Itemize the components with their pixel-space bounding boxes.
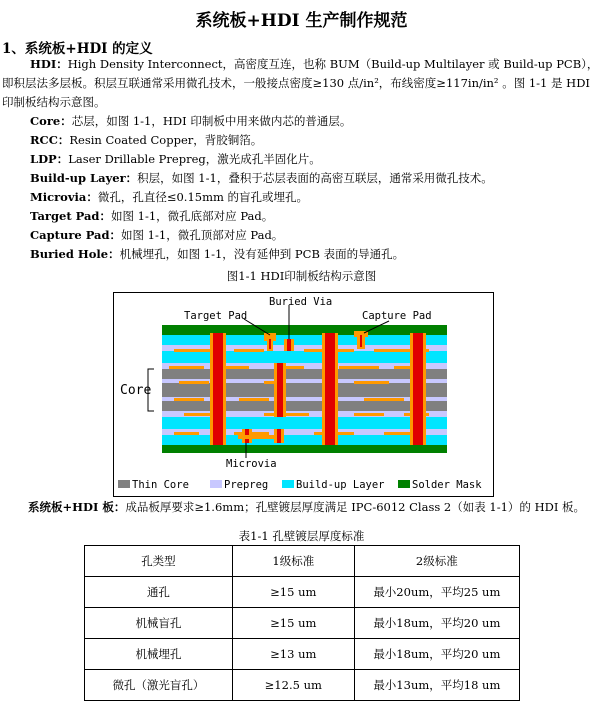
buildup-layer-bottom-1	[162, 435, 447, 445]
buried-via	[277, 363, 283, 417]
definition-buildup	[30, 170, 493, 186]
target-pad-label: Target Pad	[184, 310, 248, 322]
plating-thickness-table	[84, 545, 520, 701]
solder-mask-bottom	[162, 445, 447, 453]
table-cell: 通孔	[85, 577, 233, 608]
definition-term: LDP：	[30, 152, 69, 166]
buildup-layer-bottom-2	[162, 417, 447, 429]
thin-core-1	[162, 369, 447, 379]
board-note-text: 成品板厚要求≥1.6mm；孔壁镀层厚度满足 IPC-6012 Class 2（如表 1-1）的 HDI 板。	[125, 500, 586, 514]
legend-prepreg: Prepreg	[224, 479, 269, 491]
buried-via-label: Buried Via	[269, 296, 333, 308]
definition-text: Laser Drillable Prepreg，激光成孔半固化片。	[68, 152, 321, 166]
microvia-bottom-trace	[238, 435, 278, 439]
table-caption: 表1-1 孔壁镀层厚度标准	[238, 529, 365, 543]
legend-swatch-prepreg	[210, 480, 222, 488]
board-note	[28, 499, 585, 515]
capture-pad-label: Capture Pad	[362, 310, 432, 322]
table-cell: 最小20um，平均25 um	[354, 577, 519, 608]
definition-term: Capture Pad：	[30, 228, 122, 242]
solder-mask-top	[162, 325, 447, 335]
definition-rcc	[30, 132, 262, 148]
definition-text: 微孔，孔直径≤0.15mm 的盲孔或埋孔。	[97, 190, 309, 204]
hdi-paragraph	[2, 55, 600, 112]
board-note-term: 系统板+HDI 板：	[28, 500, 126, 514]
buildup-layer-top-2	[162, 351, 447, 363]
hdi-structure-figure	[113, 292, 494, 497]
definition-ldp	[30, 151, 321, 167]
legend-thin-core: Thin Core	[132, 479, 189, 491]
definition-term: Microvia：	[30, 190, 98, 204]
through-via-center	[325, 333, 335, 445]
definition-term: RCC：	[30, 133, 70, 147]
table-header-cell: 2级标准	[354, 546, 519, 577]
table-cell: ≥13 um	[232, 639, 354, 670]
table-cell: ≥15 um	[232, 608, 354, 639]
through-via-right	[413, 333, 423, 445]
table-cell: 最小18um，平均20 um	[354, 608, 519, 639]
prepreg-core-2	[162, 397, 447, 401]
definition-term: Build-up Layer：	[30, 171, 138, 185]
table-header-cell: 孔类型	[85, 546, 233, 577]
table-cell: 最小18um，平均20 um	[354, 639, 519, 670]
definition-core	[30, 113, 351, 129]
section-heading: 1、系统板+HDI 的定义	[2, 41, 153, 57]
figure-caption: 图1-1 HDI印制板结构示意图	[226, 269, 377, 283]
legend-swatch-solder-mask	[398, 480, 410, 488]
definition-text: 如图 1-1，微孔顶部对应 Pad。	[121, 228, 284, 242]
hdi-term: HDI：	[30, 57, 68, 71]
definition-term: Core：	[30, 114, 72, 128]
legend-swatch-thin-core	[118, 480, 130, 488]
table-row	[85, 639, 520, 670]
hdi-text: High Density Interconnect，高密度互连，也称 BUM（Build-up Multilayer 或 Build-up PCB），即积层法多层板。积层互联通常采用微孔技术，一般接点密度≥130 点/in²，布线密度≥117in/in² 。图 1-1 是 HDI 印制板结构示意图。	[2, 57, 599, 109]
definition-buried-hole	[30, 246, 404, 262]
table-cell: 机械盲孔	[85, 608, 233, 639]
legend-swatch-buildup-layer	[282, 480, 294, 488]
table-row	[85, 577, 520, 608]
definition-term: Target Pad：	[30, 209, 111, 223]
legend-solder-mask: Solder Mask	[412, 479, 482, 491]
table-cell: 最小13um，平均18 um	[354, 670, 519, 701]
table-row	[85, 670, 520, 701]
table-row	[85, 608, 520, 639]
core-label: Core	[120, 383, 152, 398]
thin-core-3	[162, 401, 447, 411]
thin-core-2	[162, 383, 447, 397]
buildup-layer-top-1	[162, 335, 447, 345]
document-title: 系统板+HDI 生产制作规范	[195, 11, 408, 31]
definition-target-pad	[30, 208, 273, 224]
table-cell: 微孔（激光盲孔）	[85, 670, 233, 701]
definition-text: Resin Coated Copper，背胶铜箔。	[69, 133, 263, 147]
hdi-structure-diagram	[114, 293, 493, 496]
table-cell: ≥12.5 um	[232, 670, 354, 701]
table-header-cell: 1级标准	[232, 546, 354, 577]
definition-text: 芯层，如图 1-1，HDI 印制板中用来做内芯的普通层。	[71, 114, 352, 128]
definition-text: 积层，如图 1-1，叠积于芯层表面的高密互联层，通常采用微孔技术。	[137, 171, 493, 185]
table-header-row	[85, 546, 520, 577]
definition-capture-pad	[30, 227, 283, 243]
microvia-label: Microvia	[226, 458, 277, 470]
definition-text: 机械埋孔，如图 1-1，没有延伸到 PCB 表面的导通孔。	[119, 247, 405, 261]
definition-microvia	[30, 189, 308, 205]
table-cell: ≥15 um	[232, 577, 354, 608]
table-cell: 机械埋孔	[85, 639, 233, 670]
definition-text: 如图 1-1，微孔底部对应 Pad。	[110, 209, 274, 223]
through-via-left	[213, 333, 223, 445]
definition-term: Buried Hole：	[30, 247, 120, 261]
legend-buildup-layer: Build-up Layer	[296, 479, 385, 491]
